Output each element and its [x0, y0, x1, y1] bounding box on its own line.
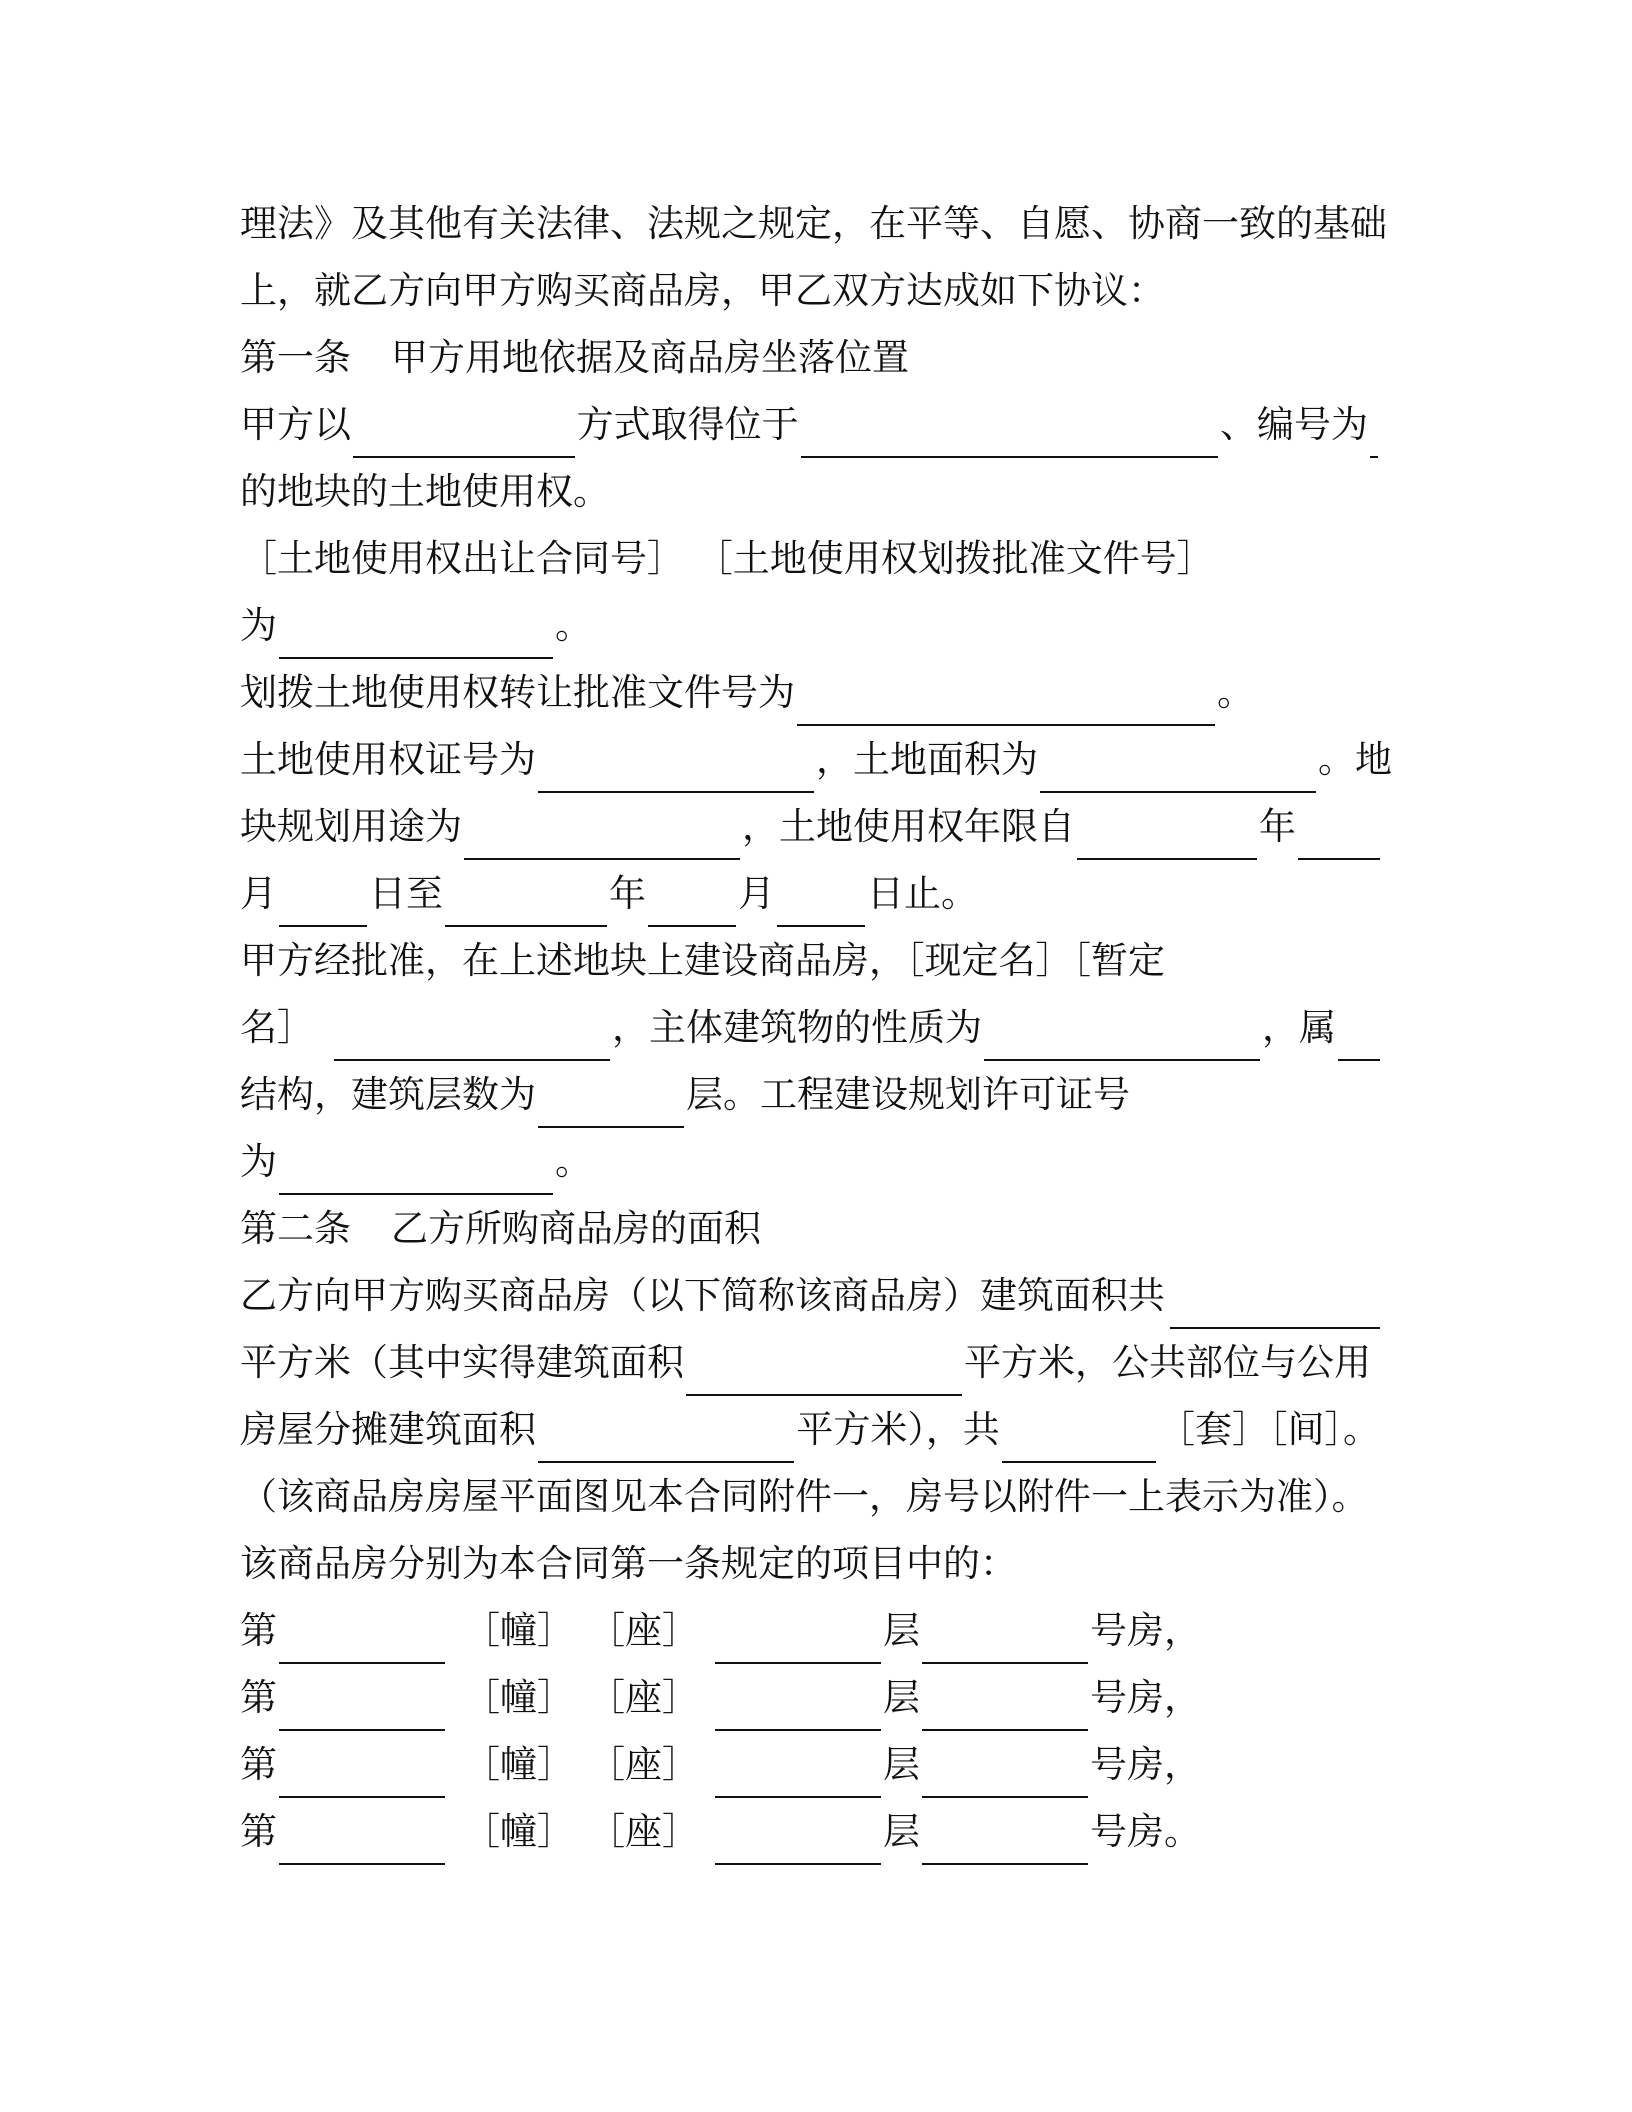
text-line	[240, 1530, 1380, 1597]
floor-number-blank[interactable]	[715, 1813, 881, 1865]
shared-area-blank[interactable]	[538, 1411, 794, 1463]
text-line	[240, 592, 1380, 659]
label-text: 层	[883, 1676, 920, 1719]
text-line	[240, 391, 1380, 458]
label-text: 第	[240, 1810, 277, 1853]
label-text: ［幢］	[463, 1810, 574, 1853]
article-heading-2	[240, 1195, 1380, 1262]
paragraph-text: 甲方经批准，在上述地块上建设商品房，［现定名］［暂定	[240, 939, 1165, 982]
label-text: 第	[240, 1743, 277, 1786]
label-text: ，土地面积为	[816, 738, 1038, 781]
text-line	[240, 793, 1380, 860]
building-number-blank[interactable]	[279, 1612, 445, 1664]
label-text: 。	[1217, 671, 1254, 714]
label-text: 平方米（其中实得建筑面积	[240, 1341, 684, 1384]
land-area-blank[interactable]	[1040, 741, 1316, 793]
label-text: ［座］	[588, 1676, 699, 1719]
label-text: 乙方向甲方购买商品房（以下简称该商品房）建筑面积共	[240, 1274, 1165, 1317]
label-text: 甲方以	[240, 403, 351, 446]
label-text: 号房，	[1090, 1743, 1201, 1786]
room-line	[240, 1664, 1380, 1731]
usable-area-blank[interactable]	[686, 1344, 962, 1396]
text-line	[240, 659, 1380, 726]
label-text: 为	[240, 604, 277, 647]
floor-count-blank[interactable]	[538, 1076, 684, 1128]
contract-number-blank[interactable]	[279, 607, 553, 659]
label-text: 号房。	[1090, 1810, 1201, 1853]
paragraph-text: 理法》及其他有关法律、法规之规定，在平等、自愿、协商一致的基础	[240, 202, 1387, 245]
text-line	[240, 927, 1380, 994]
label-text: 层。工程建设规划许可证号	[686, 1073, 1130, 1116]
label-text: ［套］［间］。	[1158, 1408, 1380, 1451]
term-start-day-blank[interactable]	[279, 875, 367, 927]
room-line	[240, 1798, 1380, 1865]
label-text: 。	[555, 1140, 592, 1183]
transfer-approval-number-blank[interactable]	[797, 674, 1215, 726]
label-text: 第	[240, 1609, 277, 1652]
room-number-blank[interactable]	[922, 1746, 1088, 1798]
label-text: 结构，建筑层数为	[240, 1073, 536, 1116]
paragraph-text: 上，就乙方向甲方购买商品房，甲乙双方达成如下协议：	[240, 269, 1165, 312]
label-text: 月	[240, 872, 277, 915]
label-text: 月	[738, 872, 775, 915]
paragraph-text: 的地块的土地使用权。	[240, 470, 610, 513]
label-text: 块规划用途为	[240, 805, 462, 848]
structure-type-blank[interactable]	[1338, 1009, 1380, 1061]
label-text: 年	[1259, 805, 1296, 848]
label-text: 房屋分摊建筑面积	[240, 1408, 536, 1451]
text-line	[240, 458, 1380, 525]
text-line	[240, 1396, 1380, 1463]
total-area-blank[interactable]	[1170, 1277, 1380, 1329]
building-number-blank[interactable]	[279, 1813, 445, 1865]
term-end-month-blank[interactable]	[648, 875, 736, 927]
term-start-year-blank[interactable]	[1077, 808, 1257, 860]
text-line	[240, 860, 1380, 927]
text-line	[240, 1128, 1380, 1195]
label-text: 年	[609, 872, 646, 915]
contract-page	[240, 190, 1392, 1865]
article-number: 第一条	[240, 336, 351, 379]
text-line	[240, 1262, 1380, 1329]
room-line	[240, 1597, 1380, 1664]
plot-number-blank[interactable]	[1370, 406, 1378, 458]
text-line	[240, 525, 1380, 592]
label-text: 号房，	[1090, 1676, 1201, 1719]
label-text: 第	[240, 1676, 277, 1719]
text-line	[240, 1061, 1380, 1128]
room-line	[240, 1731, 1380, 1798]
planning-permit-number-blank[interactable]	[279, 1143, 553, 1195]
label-text: 、编号为	[1220, 403, 1369, 446]
text-line	[240, 1463, 1380, 1530]
building-nature-blank[interactable]	[984, 1009, 1260, 1061]
label-text: ，土地使用权年限自	[742, 805, 1075, 848]
label-text: 层	[883, 1810, 920, 1853]
label-text: 日至	[369, 872, 443, 915]
term-end-year-blank[interactable]	[445, 875, 607, 927]
label-text: 平方米），共	[796, 1408, 1000, 1451]
paragraph-text: （该商品房房屋平面图见本合同附件一，房号以附件一上表示为准）。	[240, 1475, 1369, 1518]
label-text: 名］	[240, 1006, 314, 1049]
location-blank[interactable]	[801, 406, 1218, 458]
label-text: ［幢］	[463, 1609, 574, 1652]
article-title: 甲方用地依据及商品房坐落位置	[391, 336, 909, 379]
label-text: 。	[555, 604, 592, 647]
text-line	[240, 190, 1387, 257]
floor-number-blank[interactable]	[715, 1746, 881, 1798]
label-text: ［座］	[588, 1609, 699, 1652]
article-title: 乙方所购商品房的面积	[391, 1207, 761, 1250]
building-number-blank[interactable]	[279, 1746, 445, 1798]
project-name-blank[interactable]	[334, 1009, 610, 1061]
label-text: ［座］	[588, 1810, 699, 1853]
room-number-blank[interactable]	[922, 1612, 1088, 1664]
label-text: 方式取得位于	[576, 403, 799, 446]
label-text: ，主体建筑物的性质为	[612, 1006, 982, 1049]
text-line	[240, 257, 1380, 324]
label-text: 日止。	[867, 872, 978, 915]
land-certificate-number-blank[interactable]	[538, 741, 814, 793]
label-text: 划拨土地使用权转让批准文件号为	[240, 671, 795, 714]
term-end-day-blank[interactable]	[777, 875, 865, 927]
acquisition-method-blank[interactable]	[353, 406, 575, 458]
floor-number-blank[interactable]	[715, 1679, 881, 1731]
room-number-blank[interactable]	[922, 1679, 1088, 1731]
building-number-blank[interactable]	[279, 1679, 445, 1731]
unit-count-blank[interactable]	[1002, 1411, 1156, 1463]
article-heading-1	[240, 324, 1380, 391]
label-text: 平方米，公共部位与公用	[964, 1341, 1371, 1384]
label-text: ［幢］	[463, 1676, 574, 1719]
term-start-month-blank[interactable]	[1298, 808, 1380, 860]
label-text: ［幢］	[463, 1743, 574, 1786]
label-text: ［座］	[588, 1743, 699, 1786]
paragraph-text: 该商品房分别为本合同第一条规定的项目中的：	[240, 1542, 1017, 1585]
label-text: 为	[240, 1140, 277, 1183]
article-number: 第二条	[240, 1207, 351, 1250]
label-text: 土地使用权证号为	[240, 738, 536, 781]
label-text: 。地	[1318, 738, 1392, 781]
label-text: 号房，	[1090, 1609, 1201, 1652]
text-line	[240, 994, 1380, 1061]
floor-number-blank[interactable]	[715, 1612, 881, 1664]
room-number-blank[interactable]	[922, 1813, 1088, 1865]
label-text: ，属	[1262, 1006, 1336, 1049]
text-line	[240, 1329, 1380, 1396]
planned-use-blank[interactable]	[464, 808, 740, 860]
text-line	[240, 726, 1392, 793]
label-text: 层	[883, 1609, 920, 1652]
option-text: ［土地使用权出让合同号］ ［土地使用权划拨批准文件号］	[240, 537, 1214, 580]
label-text: 层	[883, 1743, 920, 1786]
